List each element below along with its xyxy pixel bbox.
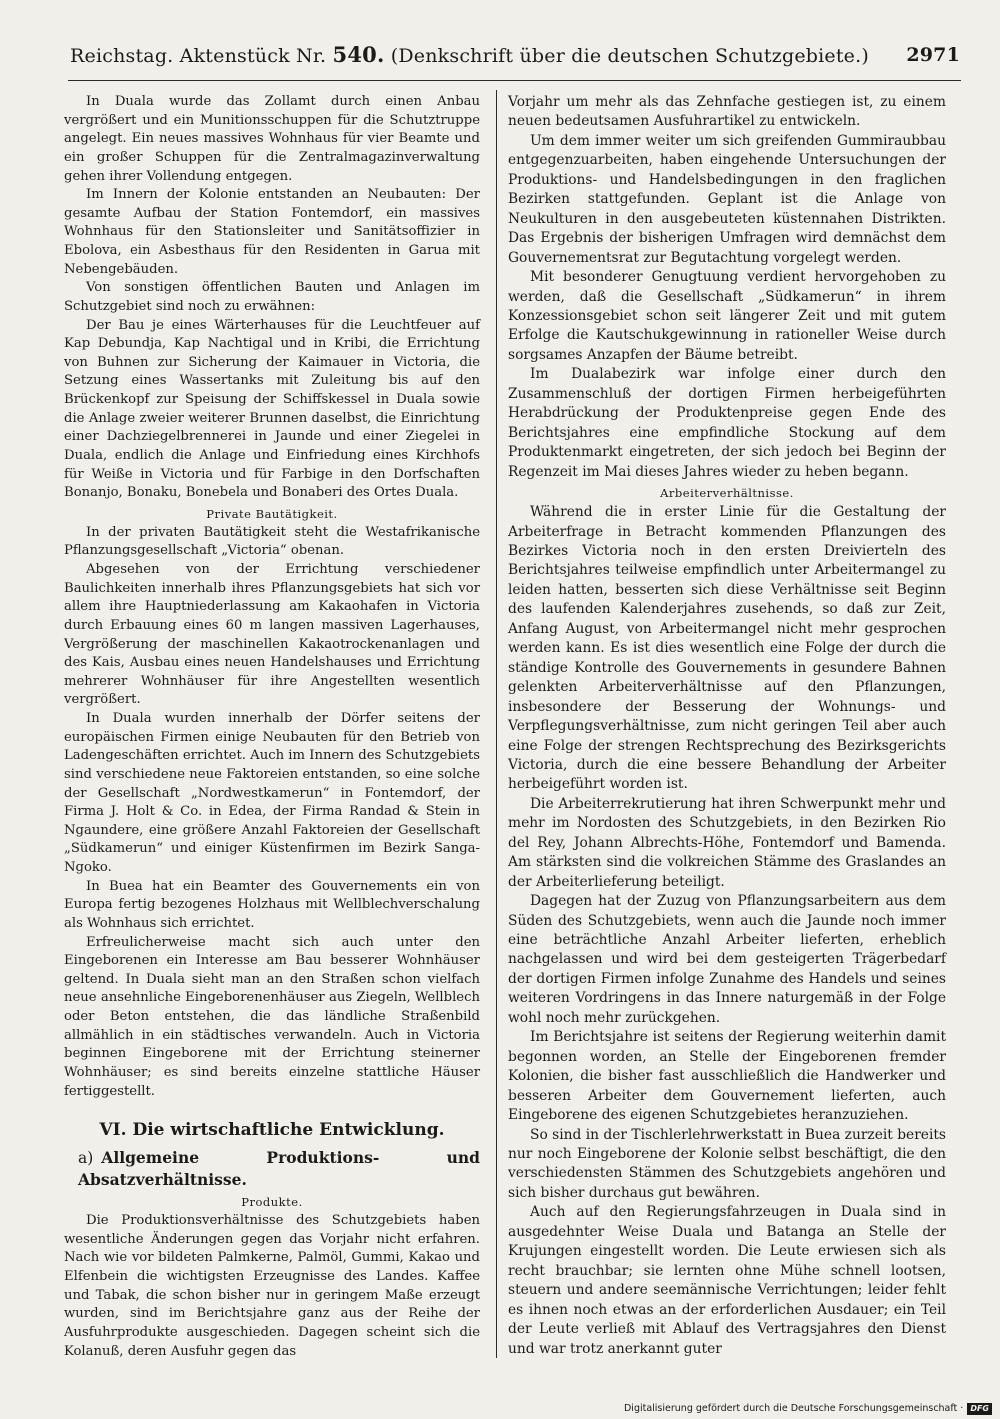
paragraph: Während die in erster Linie für die Gestaltung der Arbeiterfrage in Betracht kommenden Pflanzungen des Bezirkes Victoria noch in den ersten Dreivierteln des Berichtsjahres teilweise empfindlich unter Arbeitermangel zu leiden hatten, besserten sich diese Verhältnisse seit Beginn des laufenden Kalenderjahres zusehends, so daß zur Zeit, Anfang August, von Arbeitermangel nicht mehr gesprochen werden kann. Es ist dies wesentlich eine Folge der durch die ständige Kontrolle des Gouvernements in gesundere Bahnen gelenkten Arbeiterverhältnisse auf den Pflanzungen, insbesondere der Besserung der Wohnungs- und Verpflegungsverhältnisse, zum nicht geringen Teil aber auch eine Folge der strengen Rechtsprechung des Bezirksgerichts Victoria, durch die eine bessere Behandlung der Arbeiter herbeigeführt worden ist. bbox=[508, 504, 946, 793]
digitization-credit bbox=[624, 1402, 992, 1416]
paragraph: Abgesehen von der Errichtung verschiedener Baulichkeiten innerhalb ihres Pflanzungsgebiets hat sich vor allem ihre Hauptniederlassung am Kakaohafen in Victoria durch Erbauung eines 60 m langen massiven Lagerhauses, Vergrößerung der maschinellen Kakaotrockenanlagen und des Kais, Ausbau eines neuen Handelshauses und Errichtung mehrerer Wohnhäuser für ihre Angestellten wesentlich vergrößert. bbox=[64, 562, 480, 708]
running-header bbox=[70, 40, 960, 70]
paragraph: In Duala wurden innerhalb der Dörfer seitens der europäischen Firmen einige Neubauten für den Betrieb von Ladengeschäften errichtet. Auch im Innern des Schutzgebiets sind verschiedene neue Faktoreien entstanden, so eine solche der Gesellschaft „Nordwestkamerun“ in Fontemdorf, der Firma J. Holt & Co. in Edea, der Firma Randad & Stein in Ngaundere, eine größere Anzahl Faktoreien der Gesellschaft „Südkamerun“ und einiger Küstenfirmen im Bezirk Sanga-Ngoko. bbox=[64, 711, 480, 875]
chapter-heading: VI. Die wirtschaftliche Entwicklung. bbox=[99, 1120, 445, 1141]
paragraph: Mit besonderer Genugtuung verdient hervorgehoben zu werden, daß die Gesellschaft „Südkamerun“ in ihrem Konzessionsgebiet schon seit längerer Zeit und mit gutem Erfolge die Kautschukgewinnung in rationeller Weise durch sorgsames Anzapfen der Bäume betreibt. bbox=[508, 269, 946, 363]
paragraph: Von sonstigen öffentlichen Bauten und Anlagen im Schutzgebiet sind noch zu erwähnen: bbox=[64, 280, 480, 314]
paragraph: Dagegen hat der Zuzug von Pflanzungsarbeitern aus dem Süden des Schutzgebiets, wenn auch die Jaunde noch immer eine beträchtliche Anzahl Arbeiter lieferten, erheblich nachgelassen und wird bei dem gesteigerten Trägerbedarf der dortigen Firmen infolge Zunahme des Handels und seines weiteren Vordringens in das Innere naturgemäß in der Folge wohl noch mehr zurückgehen. bbox=[508, 893, 946, 1026]
subheading: Produkte. bbox=[241, 1195, 303, 1210]
paragraph: Um dem immer weiter um sich greifenden Gummiraubbau entgegenzuarbeiten, haben eingehende Untersuchungen der Produktions- und Handelsbedingungen in den fraglichen Bezirken stattgefunden. Geplant ist die Anlage von Neukulturen in den ausgebeuteten küstennahen Distrikten. Das Ergebnis der bisherigen Umfragen wird demnächst dem Gouvernementsrat zur Begutachtung vorgelegt werden. bbox=[508, 132, 946, 266]
subheading: Private Bautätigkeit. bbox=[206, 506, 338, 521]
paragraph-continued: Vorjahr um mehr als das Zehnfache gestiegen ist, zu einem neuen bedeutsamen Ausfuhrartikel zu entwickeln. bbox=[508, 94, 946, 130]
subheading: Arbeiterverhältnisse. bbox=[660, 486, 794, 501]
paragraph: Die Produktionsverhältnisse des Schutzgebiets haben wesentliche Änderungen gegen das Vorjahr nicht erfahren. Nach wie vor bildeten Palmkerne, Palmöl, Gummi, Kakao und Elfenbein die wichtigsten Erzeugnisse des Landes. Kaffee und Tabak, die schon bisher nur in geringem Maße erzeugt wurden, sind im Berichtsjahre ganz aus der Reihe der Ausfuhrprodukte ausgeschieden. Dagegen scheint sich die Kolanuß, deren Ausfuhr gegen das bbox=[64, 1213, 480, 1359]
credit-text: Digitalisierung gefördert durch die Deutsche Forschungsgemeinschaft · bbox=[623, 1403, 964, 1414]
paragraph: Im Innern der Kolonie entstanden an Neubauten: Der gesamte Aufbau der Station Fontemdorf, ein massives Wohnhaus für den Stationsleiter und Sanitätsoffizier in Ebolova, ein Asbesthaus für den Residenten in Garua mit Nebengebäuden. bbox=[64, 187, 480, 277]
paragraph: In Buea hat ein Beamter des Gouvernements ein von Europa fertig bezogenes Holzhaus mit Wellblechverschalung als Wohnhaus sich errichtet. bbox=[64, 878, 480, 931]
left-column bbox=[64, 93, 480, 1361]
paragraph: In Duala wurde das Zollamt durch einen Anbau vergrößert und ein Munitionsschuppen für die Schutztruppe angelegt. Ein neues massives Wohnhaus für vier Beamte und ein großer Schuppen für die Zentralmagazinverwaltung gehen ihrer Vollendung entgegen. bbox=[64, 94, 480, 184]
running-title-post: (Denkschrift über die deutschen Schutzgebiete.) bbox=[384, 45, 869, 67]
paragraph: Im Berichtsjahre ist seitens der Regierung weiterhin damit begonnen worden, an Stelle der Eingeborenen fremder Kolonien, die bisher fast ausschließlich die Handwerker und besseren Arbeiter dem Gouvernement lieferten, auch Eingeborene des eigenen Schutzgebietes heranzuziehen. bbox=[508, 1029, 946, 1124]
column-divider bbox=[496, 90, 497, 1358]
section-label: a) bbox=[78, 1149, 94, 1168]
running-title bbox=[70, 40, 869, 71]
paragraph: Der Bau je eines Wärterhauses für die Leuchtfeuer auf Kap Debundja, Kap Nachtigal und in Kribi, die Errichtung von Buhnen zur Sicherung der Kaimauer in Victoria, die Setzung eines Wassertanks mit Zuleitung bis auf den Brückenkopf zur Speisung der Schiffskessel in Duala sowie die Anlage zweier weiterer Brunnen daselbst, die Einrichtung einer Dachziegelbrennerei in Jaunde und einer Ziegelei in Duala, endlich die Anlage und Einfriedung eines Kirchhofs für Weiße in Victoria und für Farbige in den Dorfschaften Bonanjo, Bonaku, Bonebela und Bonaberi des Ortes Duala. bbox=[64, 317, 480, 501]
running-title-pre: Reichstag. Aktenstück Nr. bbox=[70, 45, 333, 67]
dfg-logo: DFG bbox=[967, 1403, 992, 1415]
paragraph: Auch auf den Regierungsfahrzeugen in Duala sind in ausgedehnter Weise Duala und Batanga an Stelle der Krujungen eingestellt worden. Die Leute erwiesen sich als recht brauchbar; sie lernten ohne Mühe schnell lootsen, steuern und andere seemännische Verrichtungen; leider fehlt es ihnen noch etwas an der erforderlichen Ausdauer; ein Teil der Leute verließ mit Ablauf des Vertragsjahres den Dienst und war trotz anerkannt guter bbox=[508, 1204, 946, 1357]
header-rule bbox=[68, 80, 961, 81]
document-number: 540. bbox=[332, 42, 385, 67]
right-column bbox=[508, 93, 946, 1359]
section-title: Allgemeine Produktions- und Absatzverhältnisse. bbox=[78, 1148, 480, 1190]
page-number: 2971 bbox=[906, 44, 960, 66]
paragraph: Erfreulicherweise macht sich auch unter den Eingeborenen ein Interesse am Bau besserer Wohnhäuser geltend. In Duala sieht man an den Straßen schon vielfach neue ansehnliche Eingeborenenhäuser aus Ziegeln, Wellblech oder Beton entstehen, die das ländliche Straßenbild allmählich in ein städtisches verwandeln. Auch in Victoria beginnen Eingeborene mit der Errichtung steinerner Wohnhäuser; es sind bereits einzelne stattliche Häuser fertiggestellt. bbox=[64, 934, 480, 1099]
paragraph: So sind in der Tischlerlehrwerkstatt in Buea zurzeit bereits nur noch Eingeborene der Kolonie selbst beschäftigt, die den verschiedensten Stämmen des Schutzgebiets angehören und sich bisher durchaus gut bewähren. bbox=[508, 1126, 947, 1201]
paragraph: Im Dualabezirk war infolge einer durch den Zusammenschluß der dortigen Firmen herbeigeführten Herabdrückung der Produktenpreise gegen Ende des Berichtsjahres eine empfindliche Stockung auf dem Produktenmarkt eingetreten, der sich jedoch bei Beginn der Regenzeit im Mai dieses Jahres wieder zu heben begann. bbox=[508, 366, 946, 480]
paragraph: In der privaten Bautätigkeit steht die Westafrikanische Pflanzungsgesellschaft „Victoria“ obenan. bbox=[64, 524, 480, 559]
paragraph: Die Arbeiterrekrutierung hat ihren Schwerpunkt mehr und mehr im Nordosten des Schutzgebiets, in den Bezirken Rio del Rey, Johann Albrechts-Höhe, Fontemdorf und Bamenda. Am stärksten sind die volkreichen Stämme des Graslandes an der Arbeiterlieferung beteiligt. bbox=[508, 795, 946, 890]
section-heading bbox=[64, 1147, 480, 1191]
